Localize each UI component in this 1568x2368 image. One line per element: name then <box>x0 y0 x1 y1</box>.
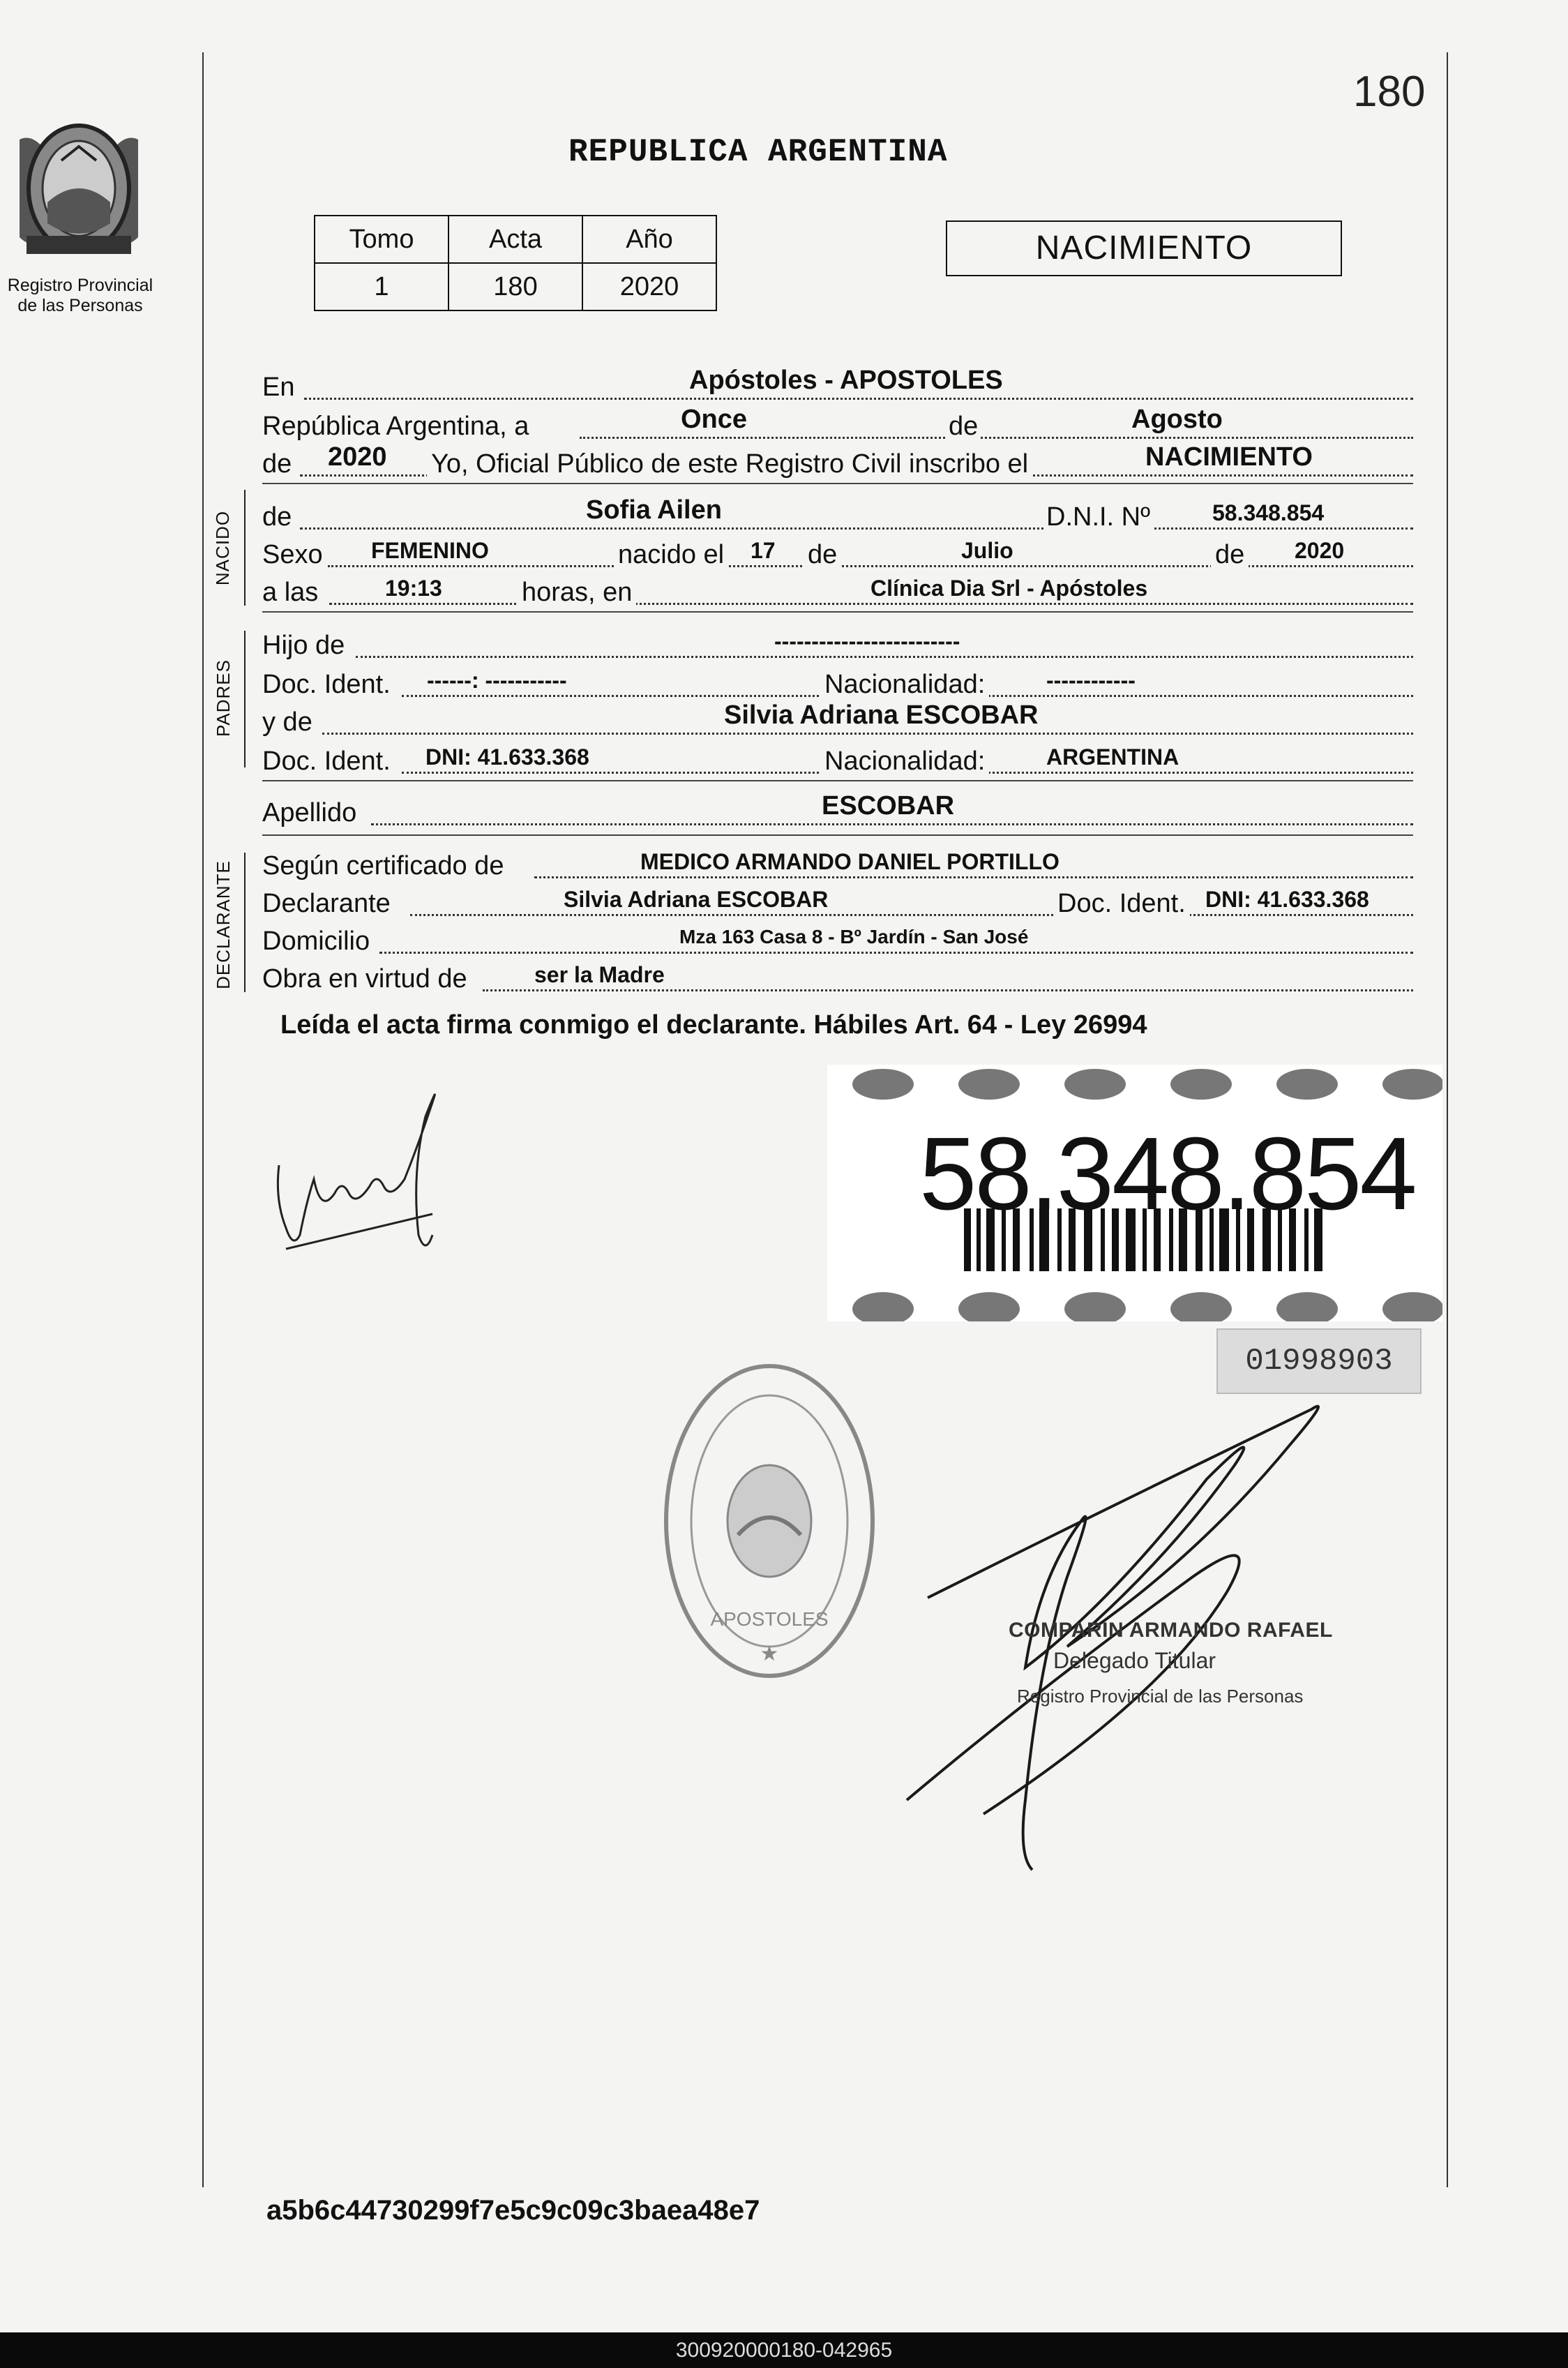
value-apellido: ESCOBAR <box>822 791 955 820</box>
value-mes-nac: Julio <box>961 538 1013 563</box>
document-hash: a5b6c44730299f7e5c9c09c3baea48e7 <box>266 2195 760 2226</box>
row-sexo <box>262 537 1413 572</box>
declarant-signature <box>265 1074 460 1277</box>
label-yo: Yo, Oficial Público de este Registro Civil inscribo el <box>427 447 1032 481</box>
label-doc-ident-madre: Doc. Ident. <box>262 747 391 776</box>
table-value-tomo: 1 <box>315 263 448 310</box>
label-a-las: a las <box>262 578 319 607</box>
row-certificado <box>262 848 1413 883</box>
label-hijo-de: Hijo de <box>262 631 345 660</box>
value-dia-nac: 17 <box>751 538 776 563</box>
row-apellido <box>262 791 1413 830</box>
value-madre-doc: DNI: 41.633.368 <box>425 744 589 770</box>
section-divider <box>262 834 1413 836</box>
value-lugar: Apóstoles - APOSTOLES <box>689 366 1003 395</box>
value-nombre: Sofia Ailen <box>586 495 722 525</box>
value-anio: 2020 <box>328 442 387 472</box>
dotted-leader <box>371 823 1413 825</box>
row-domicilio <box>262 924 1413 959</box>
value-lugar-nac: Clínica Dia Srl - Apóstoles <box>870 576 1148 601</box>
section-label-padres <box>209 628 237 767</box>
value-sexo: FEMENINO <box>371 538 489 563</box>
left-margin-line <box>202 52 204 2187</box>
value-anio-nac: 2020 <box>1295 538 1345 563</box>
registry-seal-stamp <box>661 1361 877 1681</box>
value-obra: ser la Madre <box>534 962 665 987</box>
row-madre-doc <box>262 744 1413 779</box>
registry-caption-line1: Registro Provincial <box>7 276 153 295</box>
label-obra: Obra en virtud de <box>262 964 467 994</box>
label-domicilio: Domicilio <box>262 927 370 956</box>
value-padre-doc: ------: ----------- <box>427 668 567 693</box>
registry-caption-line2: de las Personas <box>17 296 143 315</box>
province-coat-of-arms-logo <box>6 112 152 265</box>
table-value-acta: 180 <box>448 263 582 310</box>
row-anio-inscripcion <box>262 442 1413 481</box>
label-en: En <box>262 373 295 402</box>
row-hora <box>262 575 1413 610</box>
value-domicilio: Mza 163 Casa 8 - Bº Jardín - San José <box>679 926 1029 947</box>
value-dia: Once <box>681 405 748 434</box>
label-nacionalidad: Nacionalidad: <box>820 667 989 702</box>
section-label-declarante-text: DECLARANTE <box>212 860 234 989</box>
page-number: 180 <box>1353 68 1426 116</box>
value-certificado: MEDICO ARMANDO DANIEL PORTILLO <box>640 849 1060 874</box>
section-bar <box>244 490 246 606</box>
section-divider <box>262 611 1413 613</box>
label-de: de <box>946 409 981 444</box>
official-role: Delegado Titular <box>1053 1648 1216 1673</box>
label-doc-ident-declarante: Doc. Ident. <box>1053 886 1190 921</box>
row-declarante <box>262 886 1413 921</box>
footer-id: 300920000180-042965 <box>675 2339 893 2362</box>
section-divider <box>262 780 1413 781</box>
label-de-mes: de <box>804 537 841 572</box>
section-bar <box>244 631 246 767</box>
official-name: COMPARIN ARMANDO RAFAEL <box>1009 1619 1333 1642</box>
section-bar <box>244 853 246 992</box>
label-nacido-el: nacido el <box>614 537 728 572</box>
row-en <box>262 366 1413 405</box>
dotted-leader <box>304 398 1413 400</box>
stamp-city: APOSTOLES <box>710 1608 829 1630</box>
label-de-anio: de <box>262 449 292 479</box>
value-hora: 19:13 <box>385 576 442 601</box>
label-segun: Según certificado de <box>262 851 504 880</box>
serial-number-label: 01998903 <box>1216 1328 1422 1394</box>
tomo-acta-anio-table <box>314 215 717 311</box>
sticker-dni-number: 58.348.854 <box>919 1116 1415 1231</box>
row-obra <box>262 961 1413 996</box>
row-nombre <box>262 495 1413 534</box>
table-header-acta: Acta <box>448 216 582 263</box>
section-divider <box>262 483 1413 484</box>
table-header-tomo: Tomo <box>315 216 448 263</box>
label-nacionalidad-madre: Nacionalidad: <box>820 744 989 779</box>
row-y-de <box>262 700 1413 740</box>
value-dni: 58.348.854 <box>1212 500 1325 525</box>
label-republica: República Argentina, a <box>262 412 529 441</box>
registry-caption <box>0 276 160 316</box>
table-header-anio: Año <box>582 216 716 263</box>
dotted-leader <box>322 733 1413 735</box>
svg-text:★: ★ <box>760 1642 779 1665</box>
section-label-nacido <box>209 488 237 607</box>
label-de-anio-nac: de <box>1211 537 1249 572</box>
closing-statement: Leída el acta firma conmigo el declarante. Hábiles Art. 64 - Ley 26994 <box>280 1010 1147 1040</box>
row-republica <box>262 405 1413 444</box>
value-mes: Agosto <box>1131 405 1223 434</box>
page-title: REPUBLICA ARGENTINA <box>568 134 948 170</box>
right-margin-line <box>1447 52 1448 2187</box>
value-declarante-doc: DNI: 41.633.368 <box>1205 887 1369 912</box>
label-doc-ident: Doc. Ident. <box>262 670 391 699</box>
value-inscripcion: NACIMIENTO <box>1145 442 1313 472</box>
dotted-leader <box>328 565 1413 567</box>
official-registry: Registro Provincial de las Personas <box>1017 1686 1304 1707</box>
table-value-anio: 2020 <box>582 263 716 310</box>
label-de-nombre: de <box>262 502 292 532</box>
section-label-nacido-text: NACIDO <box>212 510 234 585</box>
label-dni: D.N.I. Nº <box>1043 500 1153 534</box>
row-hijo-de <box>262 628 1413 663</box>
label-y-de: y de <box>262 707 312 737</box>
value-padre-nac: ------------ <box>1046 668 1136 693</box>
label-apellido: Apellido <box>262 798 357 827</box>
record-type-box: NACIMIENTO <box>946 220 1342 276</box>
value-declarante: Silvia Adriana ESCOBAR <box>564 887 829 912</box>
dotted-leader <box>580 437 1413 439</box>
label-sexo: Sexo <box>262 540 323 569</box>
value-madre: Silvia Adriana ESCOBAR <box>724 700 1039 730</box>
label-horas-en: horas, en <box>518 575 636 610</box>
row-padre-doc <box>262 667 1413 702</box>
section-label-declarante <box>209 851 237 998</box>
value-padre: ------------------------- <box>774 629 960 654</box>
section-label-padres-text: PADRES <box>212 659 234 737</box>
label-declarante: Declarante <box>262 889 391 918</box>
value-madre-nac: ARGENTINA <box>1046 744 1179 770</box>
